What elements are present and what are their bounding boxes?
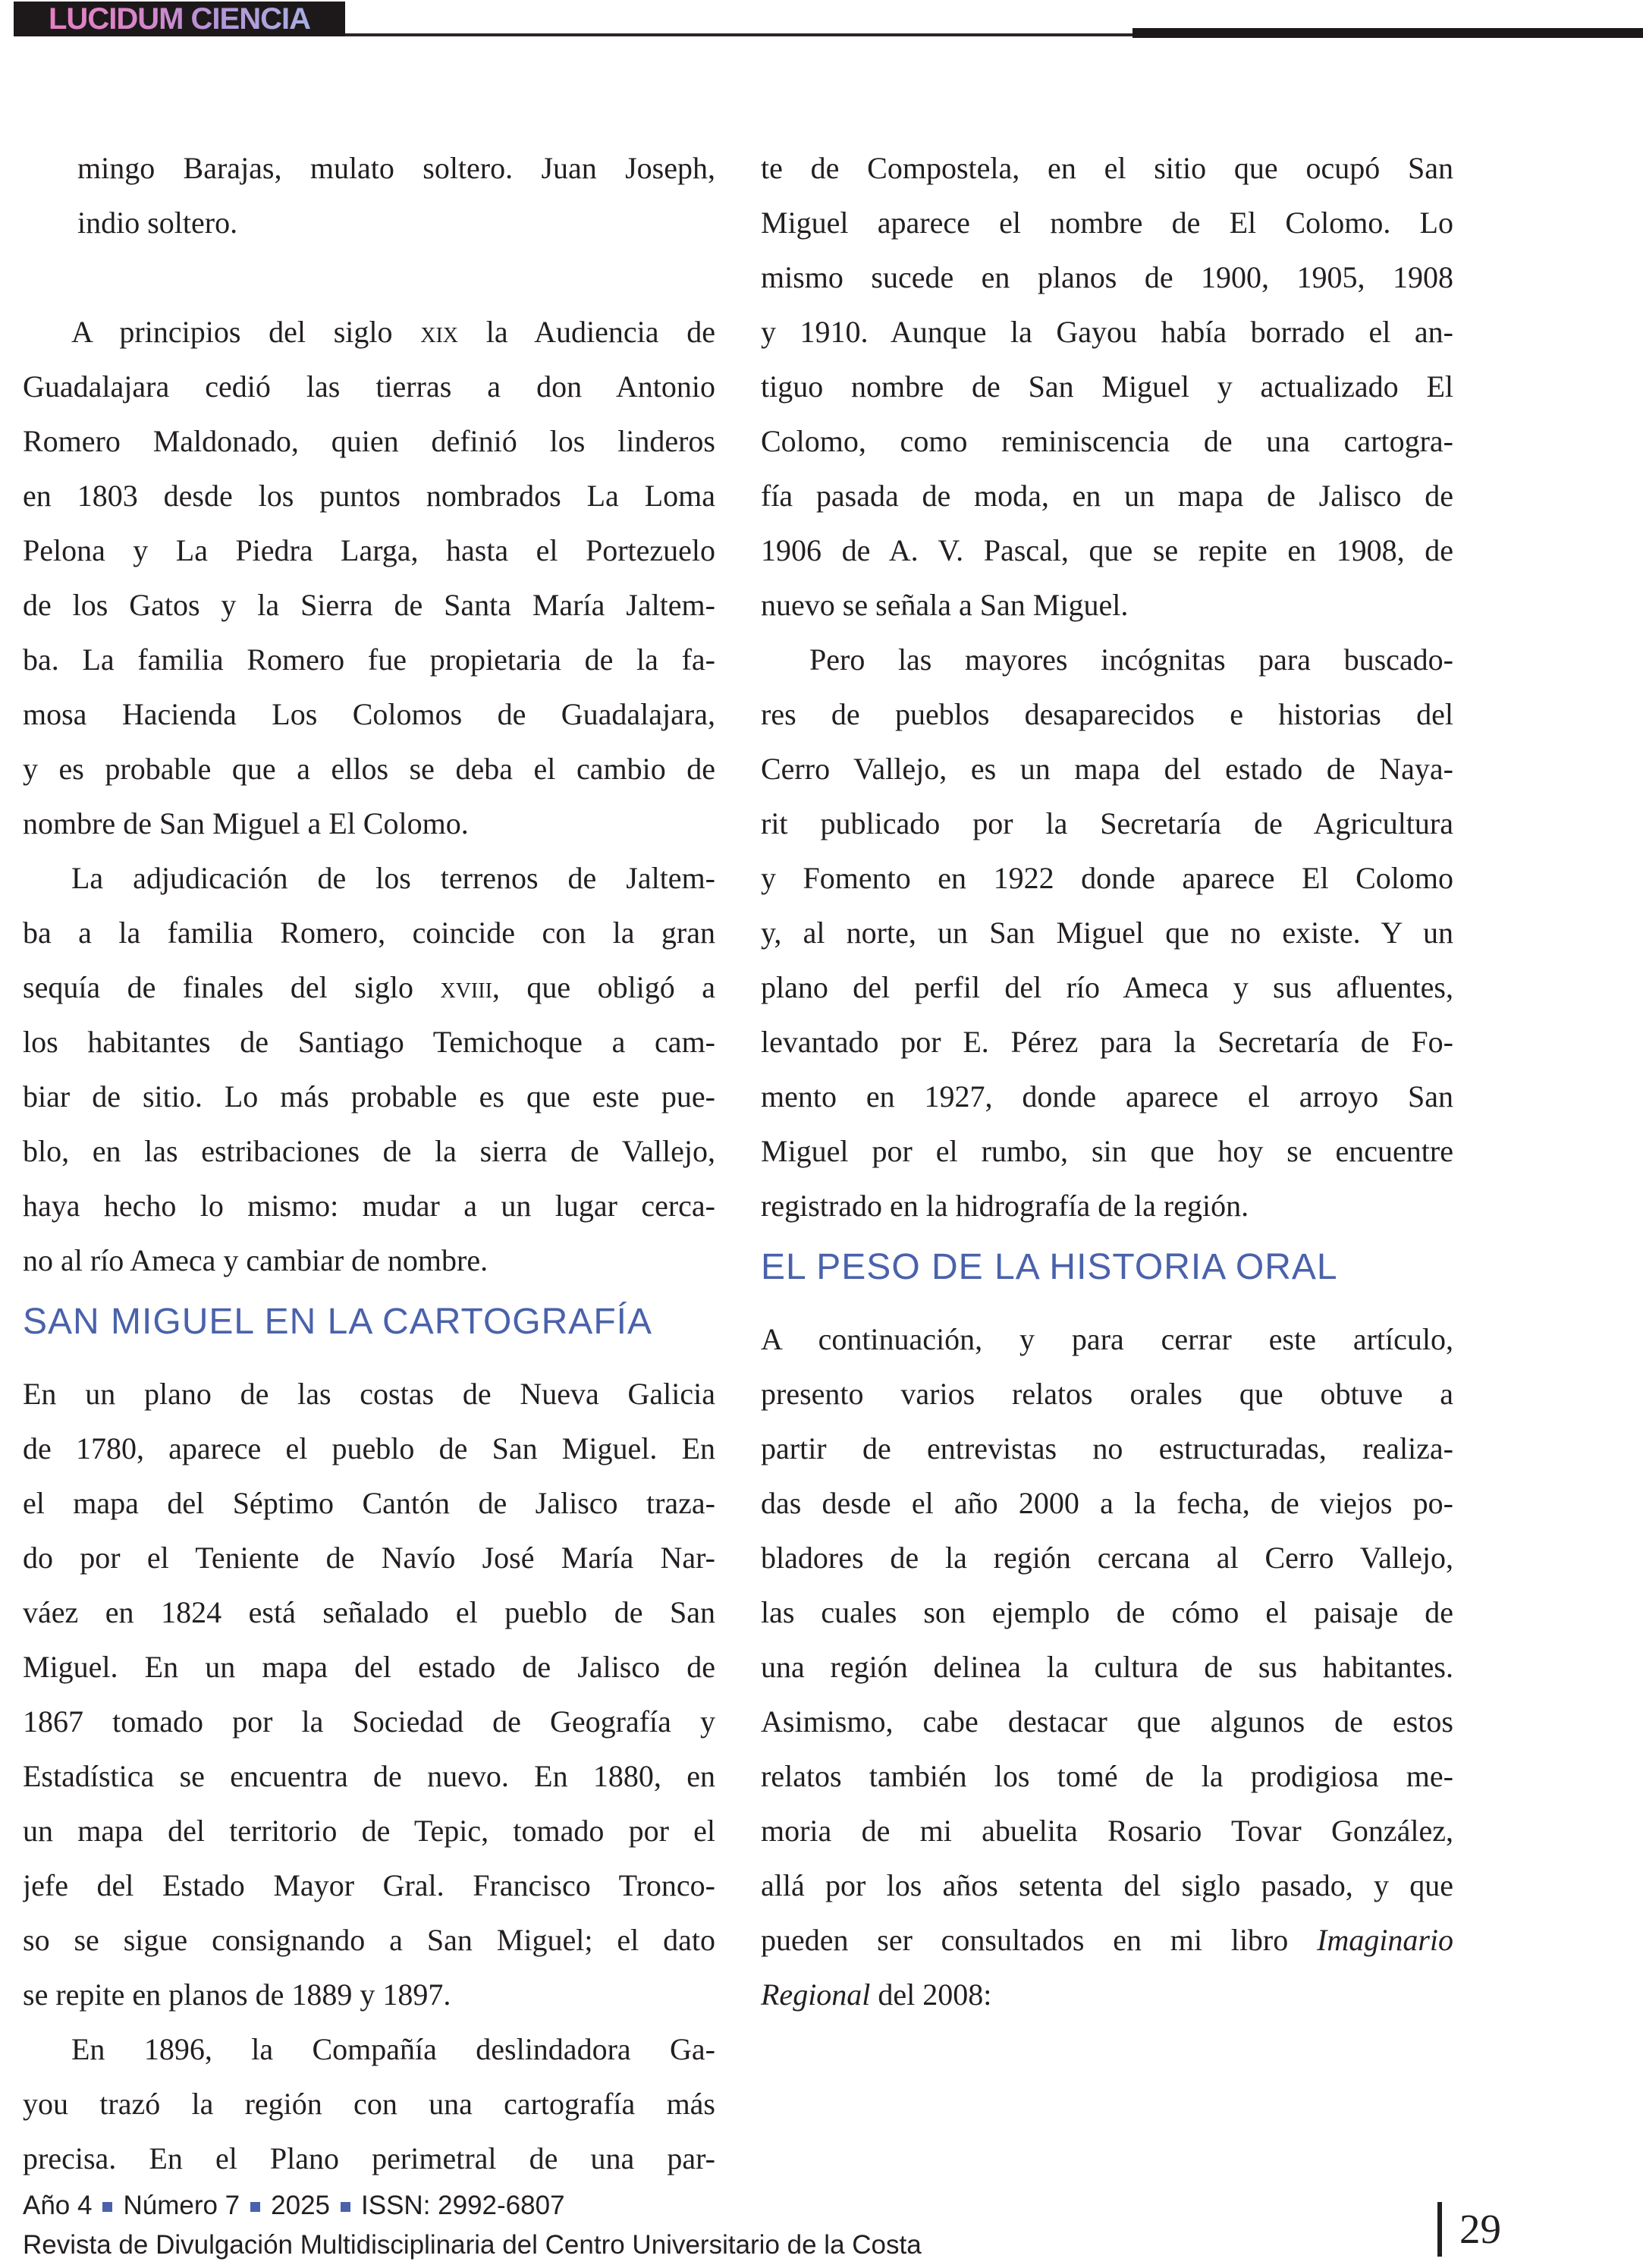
text-line: partir de entrevistas no estructuradas, realiza- — [761, 1431, 1453, 1465]
paragraph — [761, 633, 1453, 1233]
text-segment: la Audiencia de — [458, 315, 715, 349]
text-line: indio soltero. — [77, 206, 238, 240]
text-line: so se sigue consignando a San Miguel; el dato — [23, 1923, 715, 1957]
text-line: precisa. En el Plano perimetral de una par- — [23, 2141, 715, 2175]
text-line: Asimismo, cabe destacar que algunos de estos — [761, 1704, 1453, 1739]
journal-brand-title: LUCIDUM CIENCIA — [49, 2, 310, 36]
text-line: Miguel aparece el nombre de El Colomo. Lo — [761, 206, 1453, 240]
text-line: nombre de San Miguel a El Colomo. — [23, 806, 469, 840]
text-line: rit publicado por la Secretaría de Agricultura — [761, 806, 1453, 840]
text-line: allá por los años setenta del siglo pasado, y que — [761, 1868, 1453, 1902]
text-line: A continuación, y para cerrar este artículo, — [761, 1322, 1453, 1356]
text-line: en 1803 desde los puntos nombrados La Loma — [23, 479, 715, 513]
text-line: de 1780, aparece el pueblo de San Miguel. En — [23, 1431, 715, 1465]
paragraph — [761, 141, 1453, 633]
text-line: do por el Teniente de Navío José María Nar- — [23, 1541, 715, 1575]
section-heading: EL PESO DE LA HISTORIA ORAL — [761, 1247, 1338, 1287]
text-line: una región delinea la cultura de sus habitantes. — [761, 1650, 1453, 1684]
text-line: levantado por E. Pérez para la Secretaría de Fo- — [761, 1025, 1453, 1059]
text-line: de los Gatos y la Sierra de Santa María Jaltem- — [23, 588, 715, 622]
text-line: Estadística se encuentra de nuevo. En 1880, en — [23, 1759, 715, 1793]
footer-issue-number: Número 7 — [123, 2191, 240, 2220]
text-line: En un plano de las costas de Nueva Galicia — [23, 1377, 715, 1411]
text-segment: del 2008: — [870, 1977, 992, 2012]
text-line: un mapa del territorio de Tepic, tomado por el — [23, 1814, 715, 1848]
text-line: das desde el año 2000 a la fecha, de viejos po- — [761, 1486, 1453, 1520]
text-line: registrado en la hidrografía de la región. — [761, 1189, 1249, 1223]
text-line: mismo sucede en planos de 1900, 1905, 1908 — [761, 260, 1453, 294]
text-line: Pelona y La Piedra Larga, hasta el Portezuelo — [23, 533, 715, 567]
text-line: y Fomento en 1922 donde aparece El Colomo — [761, 861, 1453, 895]
text-line: bladores de la región cercana al Cerro Vallejo, — [761, 1541, 1453, 1575]
square-separator-icon — [341, 2202, 350, 2212]
text-line: 1906 de A. V. Pascal, que se repite en 1908, de — [761, 533, 1453, 567]
text-line: váez en 1824 está señalado el pueblo de San — [23, 1595, 715, 1629]
text-line: mosa Hacienda Los Colomos de Guadalajara, — [23, 697, 715, 731]
text-line: y, al norte, un San Miguel que no existe. Y un — [761, 916, 1453, 950]
text-line: tiguo nombre de San Miguel y actualizado El — [761, 369, 1453, 404]
small-caps-text: xviii — [440, 970, 492, 1004]
text-line: las cuales son ejemplo de cómo el paisaje de — [761, 1595, 1453, 1629]
square-separator-icon — [102, 2202, 112, 2212]
text-line: Cerro Vallejo, es un mapa del estado de Naya- — [761, 752, 1453, 786]
paragraph — [23, 851, 715, 1288]
text-column-left — [23, 141, 715, 2186]
paragraph — [23, 2022, 715, 2186]
text-line: no al río Ameca y cambiar de nombre. — [23, 1243, 489, 1277]
text-line: En 1896, la Compañía deslindadora Ga- — [71, 2032, 715, 2066]
text-segment: pueden ser consultados en mi libro — [761, 1923, 1317, 1957]
text-line: La adjudicación de los terrenos de Jaltem- — [71, 861, 715, 895]
text-segment: , que obligó a — [492, 970, 715, 1004]
page-number: 29 — [1459, 2206, 1501, 2252]
text-segment: A principios del siglo — [71, 315, 421, 349]
text-line: nuevo se señala a San Miguel. — [761, 588, 1129, 622]
paragraph — [77, 141, 715, 250]
journal-brand-box — [14, 2, 345, 36]
header-rule-thick — [1133, 28, 1643, 38]
text-line: blo, en las estribaciones de la sierra de Vallejo, — [23, 1134, 715, 1168]
footer-journal-name: Revista de Divulgación Multidisciplinaria del Centro Universitario de la Costa — [23, 2230, 922, 2260]
paragraph — [23, 1367, 715, 2022]
text-line: relatos también los tomé de la prodigiosa me- — [761, 1759, 1453, 1793]
text-line: el mapa del Séptimo Cantón de Jalisco traza- — [23, 1486, 715, 1520]
text-line: se repite en planos de 1889 y 1897. — [23, 1977, 451, 2012]
text-line — [23, 960, 715, 1015]
text-line: ba. La familia Romero fue propietaria de la fa- — [23, 642, 715, 677]
square-separator-icon — [250, 2202, 260, 2212]
text-segment: sequía de finales del siglo — [23, 970, 441, 1004]
small-caps-text: xix — [420, 315, 459, 349]
text-line: fía pasada de moda, en un mapa de Jalisco de — [761, 479, 1453, 513]
paragraph — [761, 1312, 1453, 2022]
text-line: Miguel por el rumbo, sin que hoy se encuentre — [761, 1134, 1453, 1168]
text-line: mingo Barajas, mulato soltero. Juan Joseph, — [77, 151, 715, 185]
footer-issn: ISSN: 2992-6807 — [361, 2191, 565, 2220]
text-line: y 1910. Aunque la Gayou había borrado el an- — [761, 315, 1453, 349]
text-column-right — [761, 141, 1453, 2022]
text-line: jefe del Estado Mayor Gral. Francisco Tronco- — [23, 1868, 715, 1902]
text-line: te de Compostela, en el sitio que ocupó San — [761, 151, 1453, 185]
text-line — [761, 1968, 1453, 2022]
italic-text: Imaginario — [1317, 1923, 1453, 1957]
text-line: Guadalajara cedió las tierras a don Antonio — [23, 369, 715, 404]
text-line: res de pueblos desaparecidos e historias del — [761, 697, 1453, 731]
text-line: los habitantes de Santiago Temichoque a cam- — [23, 1025, 715, 1059]
text-line — [23, 305, 715, 360]
footer-year: 2025 — [271, 2191, 331, 2220]
text-line — [761, 1913, 1453, 1968]
text-line: moria de mi abuelita Rosario Tovar González, — [761, 1814, 1453, 1848]
text-line: biar de sitio. Lo más probable es que este pue- — [23, 1079, 715, 1114]
page-number-bar — [1437, 2202, 1442, 2257]
text-line: Colomo, como reminiscencia de una cartogra- — [761, 424, 1453, 458]
text-line: Pero las mayores incógnitas para buscado- — [809, 642, 1453, 677]
footer-issue-line — [23, 2189, 565, 2222]
section-heading: SAN MIGUEL EN LA CARTOGRAFÍA — [23, 1302, 652, 1342]
paragraph — [23, 305, 715, 851]
text-line: plano del perfil del río Ameca y sus afluentes, — [761, 970, 1453, 1004]
italic-text: Regional — [761, 1977, 871, 2012]
text-line: you trazó la región con una cartografía más — [23, 2087, 715, 2121]
text-line: y es probable que a ellos se deba el cambio de — [23, 752, 715, 786]
footer-issue-year: Año 4 — [23, 2191, 93, 2220]
text-line: mento en 1927, donde aparece el arroyo San — [761, 1079, 1453, 1114]
text-line: haya hecho lo mismo: mudar a un lugar cerca- — [23, 1189, 715, 1223]
text-line: 1867 tomado por la Sociedad de Geografía y — [23, 1704, 715, 1739]
text-line: presento varios relatos orales que obtuve a — [761, 1377, 1453, 1411]
text-line: ba a la familia Romero, coincide con la gran — [23, 916, 715, 950]
text-line: Miguel. En un mapa del estado de Jalisco de — [23, 1650, 715, 1684]
text-line: Romero Maldonado, quien definió los linderos — [23, 424, 715, 458]
